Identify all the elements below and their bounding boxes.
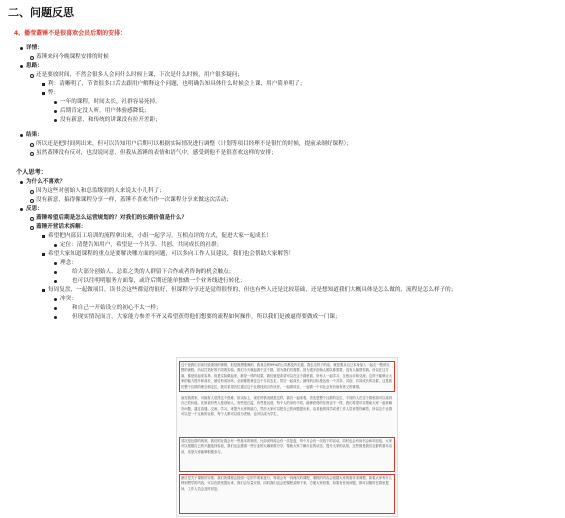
result-line1: 所以还是把时间列出来，但可以告知用户后期可以根据实际情况进行调整（计划等项目经理不是很忙的时候，提前录制好课程）； (8, 140, 557, 149)
point-item: 但现实情况而言，大家能力参差不齐又希望获得他们想要的流程如何操作，所以我们是被逼得要做成一门课； (8, 313, 557, 322)
why-label: 为什么不喜欢？ (8, 178, 557, 187)
screenshot-paragraph: 其次是社群的规则，我们的社群会有一些基本的规则，比如说每周会有一次复盘，每个月会有一次线下的活动，同时也会有读书会和项目组，大家可以根据自己的兴趣选择参加，我们也会邀请一些行业的大咖来做分享，帮助大家了解行业的动态，提升大家的认知，这些都是我们社群的基本活动，希望大家能够积极参与。 (181, 439, 392, 454)
screenshot-paragraph: 这个是我们目前比较重视的事情，但是我想强调的，我身边的99%的公司都没有走通，我去这样子的话，就是要从自己本身加入一起走一整套完整的流程，所以打造好的不同的实验，我们今天就起源于这个群，因为我们有需要，因为很多创始人团队都需要，没有人能帮你搞，所以在这方面，都是说起来容易，但是实际做起来，都是一样的结果，我们就是希望可以在这个群里面，所有人一起学习、互相点评和交流，这样子能够让大家的能力提升和成长，最后形成闭环，全部都愿意往这个方向去走，然后一起成长，最终的目标是达成一个共享、共创、共同成长的社群，这是我们整个社群的理念和定位，我们希望各位通过这个社群找到合作伙伴，一起做项目，一起做一个对社会有价值有意义的事情。 (181, 363, 392, 389)
point-item: 也可以往明明服务方面靠，或许后期还能单独做一个业务线进行转化； (8, 277, 557, 286)
details-label: 详情： (8, 44, 557, 53)
point-item: 定位：清楚告知用户，希望是一个共享、共创、共同成长的社群； (8, 241, 557, 250)
point-item: 希望把内部员工培训的流程拿出来，小组一起学习，互相点评的方式，促进大家一起成长！ (8, 232, 557, 241)
point-item: 每周复盘，一起做项目，读书会这些都觉得很好，但课程分享还是觉得很怪的，但也有些人还是比较基础，还是想知道我们大概具体是怎么做的，流程是怎么样子的； (8, 286, 557, 295)
result-line2: 虽然蓋锤没有反对，也没说同意，但我从蓋锤的表情和语气中，感受到他不是很喜欢这样的安排； (8, 149, 557, 158)
issue-title: 4、播莹蓋锤不是很喜欢会员后期的安排： (14, 30, 127, 37)
cons-item: 一年的课程，时间太长，社群容易死掉。 (8, 98, 557, 107)
section-title: 二、问题反思 (8, 6, 74, 19)
point-item: 和自己一开始设立的初心不太一样； (8, 304, 557, 313)
embedded-chat-screenshot (176, 357, 398, 517)
point-item: 给大部分创始人、总监之类的人群留下合作或者咨询的机会触点； (8, 268, 557, 277)
reflect-label: 反思： (8, 205, 557, 214)
point-item: 理念： (8, 259, 557, 268)
personal-label: 个人思考： (16, 169, 47, 176)
cons-item: 后期肯定没人听，用户体验感降低； (8, 107, 557, 116)
cons-item: 没有新意，和传统的讲课没有拉开差距； (8, 116, 557, 125)
point-item: 冲突： (8, 295, 557, 304)
thinking-pros: 利：清晰明了，节省很多口舌去跟用户解释这个问题，也明确告知具体什么时候会上课，用户简单明了； (8, 80, 557, 89)
why-item: 因为这些对创始人和总监级别的人来说太小儿科了； (8, 187, 557, 196)
why-item: 没有新意，搞得像课程分享一样，蓋锤不喜欢当作一次课程分享来做这次活动； (8, 196, 557, 205)
reflect-speech-breakdown: 蓋锤开营话术拆解： (8, 223, 557, 232)
thinking-label: 思路： (8, 62, 557, 71)
point-item: 希望大家知道课程的重点是要解决哪方面的问题，可以多向工作人员建议，我们也会帮助大家解答！ (8, 250, 557, 259)
thinking-line1: 还是要放时间，不然会很多人会问什么时候上课，下次是什么时候，用户很多疑问； (8, 71, 557, 80)
screenshot-paragraph: 最后是关于课程的安排，我们的课程会按照一定的节奏来进行，每周会有一到两次的课程，课程的内容会根据大家的需求来调整，如果大家有什么特别想学的内容，可以在群里提出来，我们会尽量安排，同时我们也会把课程录制下来，方便大家回看，如果有任何问题，都可以随时在群里提问，工作人员会及时回复。 (181, 476, 392, 491)
reflect-question: 蓋锤希望后期是怎么运营规划的？对我们的长期价值是什么？ (8, 214, 557, 223)
thinking-cons-label: 弊： (8, 89, 557, 98)
result-label: 结果： (8, 131, 557, 140)
screenshot-paragraph: 而在我看来，可能有人觉得这个很难、但实际上，现在的情况就是这样，我们一起来看，首先是整个社群的定位，不同的人在这个群里面可以找到自己的价值，比如说有些人是创始人，有些是总监，有些是运营，每个人的身份不同，能够获得的东西也不一样，我们希望可以帮助大家一起来解决问题，通过沟通、交流、学习，来提升大家的能力，然后大家可以把自己的问题提出来，由其他的同学或者工作人员来帮你解答，所以这个社群可以是一个互助的社群，每个人都可以成为老师，也可以成为学生。 (181, 396, 392, 417)
details-text: 蓋锤来问今晚课程安排的时候 (8, 53, 557, 62)
